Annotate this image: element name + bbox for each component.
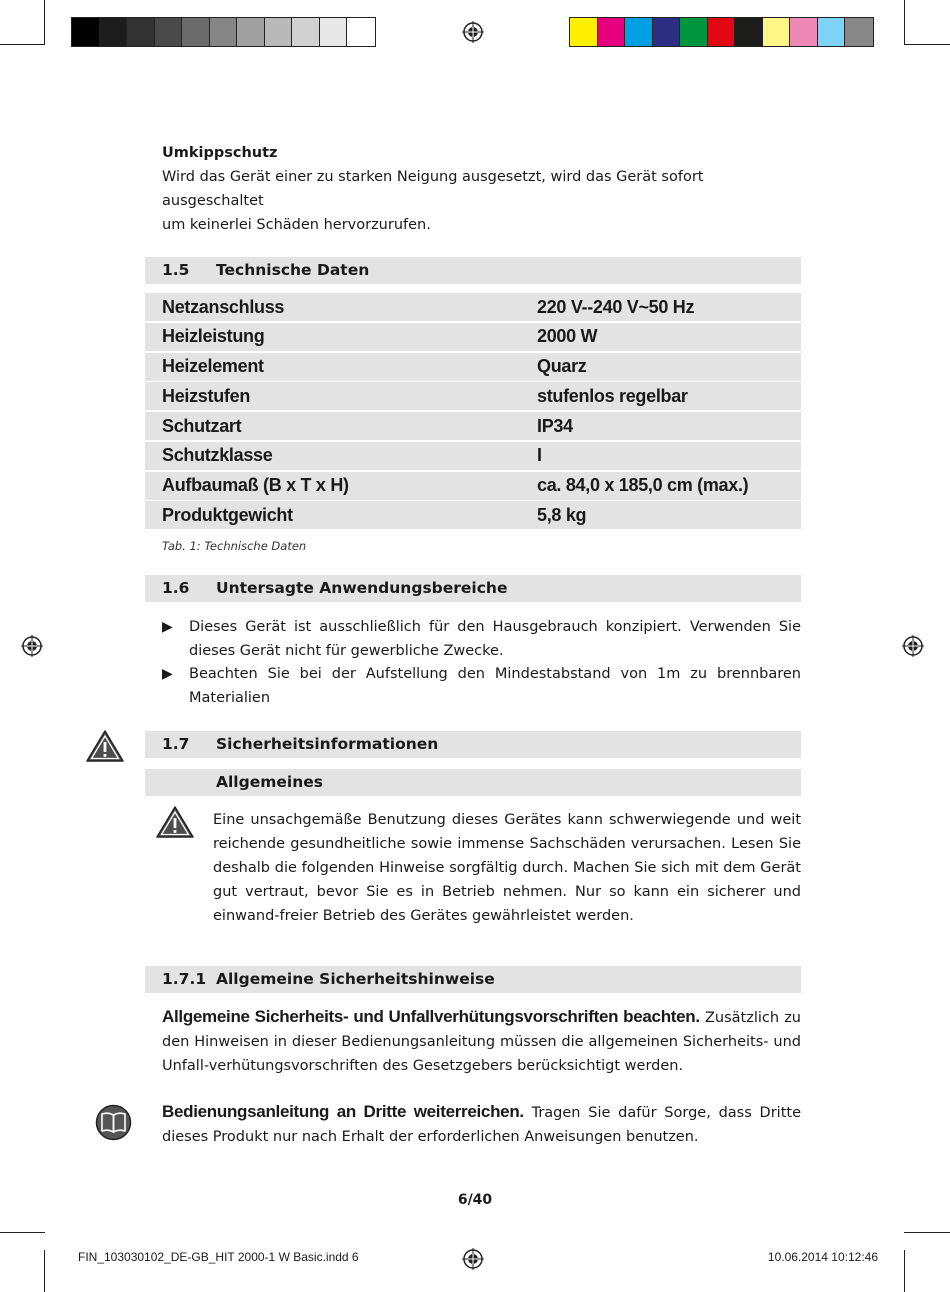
color-swatch	[320, 18, 348, 46]
section-heading-1-7-1	[145, 966, 801, 993]
umkippschutz-block	[162, 141, 801, 237]
table-caption: Tab. 1: Technische Daten	[162, 539, 307, 553]
crop-mark	[904, 0, 905, 45]
umkippschutz-line: um keinerlei Schäden hervorzurufen.	[162, 217, 431, 233]
row-value: stufenlos regelbar	[537, 385, 688, 406]
color-swatch	[237, 18, 265, 46]
crop-mark	[0, 1232, 45, 1233]
crop-mark	[904, 1250, 905, 1292]
color-swatch	[763, 18, 791, 46]
color-swatch	[625, 18, 653, 46]
paragraph-text: Zusätzlich zu den Hinweisen in dieser Bedienungsanleitung müssen die allgemeinen Sicherheits- und Unfall-verhütungsvorschriften des Gesetzgebers berücksichtigt werden.	[162, 1010, 801, 1074]
safety-paragraph	[162, 1005, 801, 1078]
color-swatch	[845, 18, 873, 46]
grayscale-color-bar	[71, 17, 376, 47]
table-row	[145, 293, 801, 321]
warning-triangle-icon	[85, 729, 125, 763]
color-swatch	[265, 18, 293, 46]
row-label: Aufbaumaß (B x T x H)	[162, 475, 349, 495]
table-row	[145, 472, 801, 500]
warning-text: Eine unsachgemäße Benutzung dieses Gerätes kann schwerwiegende und weit reichende gesundheitliche sowie immense Sachschäden verursachen. Lesen Sie deshalb die folgenden Hinweise sorgfältig durch. Machen Sie sich mit dem Gerät gut vertraut, bevor Sie es in Betrieb nehmen. Nur so kann ein sicherer und einwand-freier Betrieb des Gerätes gewährleistet werden.	[213, 812, 801, 924]
section-heading-1-5	[145, 257, 801, 284]
color-swatch	[653, 18, 681, 46]
crop-mark	[904, 1232, 950, 1233]
section-heading-1-7	[145, 731, 801, 758]
technical-data-table	[145, 293, 801, 531]
table-row	[145, 323, 801, 351]
color-swatch	[790, 18, 818, 46]
section-number: 1.6	[162, 579, 190, 597]
row-label: Heizstufen	[162, 385, 251, 406]
color-swatch	[708, 18, 736, 46]
list-item	[162, 615, 801, 663]
list-item-text: Beachten Sie bei der Aufstellung den Mindestabstand von 1m zu brennbaren Materialien	[189, 666, 801, 706]
color-swatch	[570, 18, 598, 46]
color-swatch	[182, 18, 210, 46]
color-swatch	[127, 18, 155, 46]
color-swatch	[680, 18, 708, 46]
row-label: Schutzart	[162, 415, 242, 436]
safety-paragraph	[162, 1100, 801, 1149]
manual-book-icon	[95, 1104, 132, 1141]
section-title: Allgemeine Sicherheitshinweise	[216, 970, 495, 988]
row-label: Heizleistung	[162, 326, 265, 347]
crop-mark	[44, 0, 45, 45]
crop-mark	[904, 44, 950, 45]
page-number: 6/40	[457, 1192, 493, 1208]
row-value: 2000 W	[537, 326, 598, 347]
color-swatch	[347, 18, 375, 46]
row-label: Heizelement	[162, 356, 264, 376]
color-swatch	[100, 18, 128, 46]
section-number: 1.7	[162, 735, 190, 753]
arrow-bullet-icon: ▶	[162, 666, 173, 682]
row-label: Netzanschluss	[162, 296, 285, 317]
process-color-bar	[569, 17, 874, 47]
paragraph-lead: Allgemeine Sicherheits- und Unfallverhütungsvorschriften beachten.	[162, 1007, 700, 1026]
umkippschutz-heading: Umkippschutz	[162, 145, 278, 161]
row-value: 5,8 kg	[537, 504, 587, 525]
paragraph-text: Tragen Sie dafür Sorge, dass Dritte dieses Produkt nur nach Erhalt der erforderlichen Anweisungen benutzen.	[162, 1105, 801, 1145]
warning-triangle-icon	[155, 805, 195, 839]
color-swatch	[818, 18, 846, 46]
color-swatch	[292, 18, 320, 46]
color-swatch	[155, 18, 183, 46]
section-title: Sicherheitsinformationen	[216, 735, 439, 753]
arrow-bullet-icon: ▶	[162, 619, 173, 635]
table-row	[145, 442, 801, 470]
registration-mark-icon	[462, 1248, 484, 1270]
crop-mark	[0, 44, 45, 45]
color-swatch	[72, 18, 100, 46]
section-heading-1-6	[145, 575, 801, 602]
section-number: 1.7.1	[162, 970, 207, 988]
registration-mark-icon	[21, 635, 43, 657]
registration-mark-icon	[902, 635, 924, 657]
row-value: I	[537, 445, 542, 466]
row-label: Schutzklasse	[162, 445, 273, 466]
row-value: ca. 84,0 x 185,0 cm (max.)	[537, 475, 749, 495]
umkippschutz-line: Wird das Gerät einer zu starken Neigung ausgesetzt, wird das Gerät sofort ausgeschaltet	[162, 169, 704, 209]
section-number: 1.5	[162, 261, 190, 279]
footer-date: 10.06.2014 10:12:46	[767, 1250, 878, 1264]
color-swatch	[210, 18, 238, 46]
row-value: IP34	[537, 415, 573, 436]
subsection-title: Allgemeines	[216, 773, 323, 791]
row-label: Produktgewicht	[162, 504, 293, 525]
list-item-text: Dieses Gerät ist ausschließlich für den Hausgebrauch konzipiert. Verwenden Sie dieses Gerät nicht für gewerbliche Zwecke.	[189, 619, 801, 659]
section-title: Untersagte Anwendungsbereiche	[216, 579, 508, 597]
footer-filename: FIN_103030102_DE-GB_HIT 2000-1 W Basic.indd 6	[78, 1250, 359, 1264]
table-row	[145, 353, 801, 381]
crop-mark	[44, 1250, 45, 1292]
subsection-heading	[145, 769, 801, 796]
row-value: Quarz	[537, 356, 587, 376]
registration-mark-icon	[462, 21, 484, 43]
table-row	[145, 382, 801, 410]
list-item	[162, 662, 801, 710]
paragraph-lead: Bedienungsanleitung an Dritte weiterreichen.	[162, 1102, 524, 1121]
color-swatch	[735, 18, 763, 46]
row-value: 220 V--240 V~50 Hz	[537, 296, 695, 317]
table-row	[145, 412, 801, 440]
section-title: Technische Daten	[216, 261, 370, 279]
table-row	[145, 501, 801, 529]
color-swatch	[598, 18, 626, 46]
